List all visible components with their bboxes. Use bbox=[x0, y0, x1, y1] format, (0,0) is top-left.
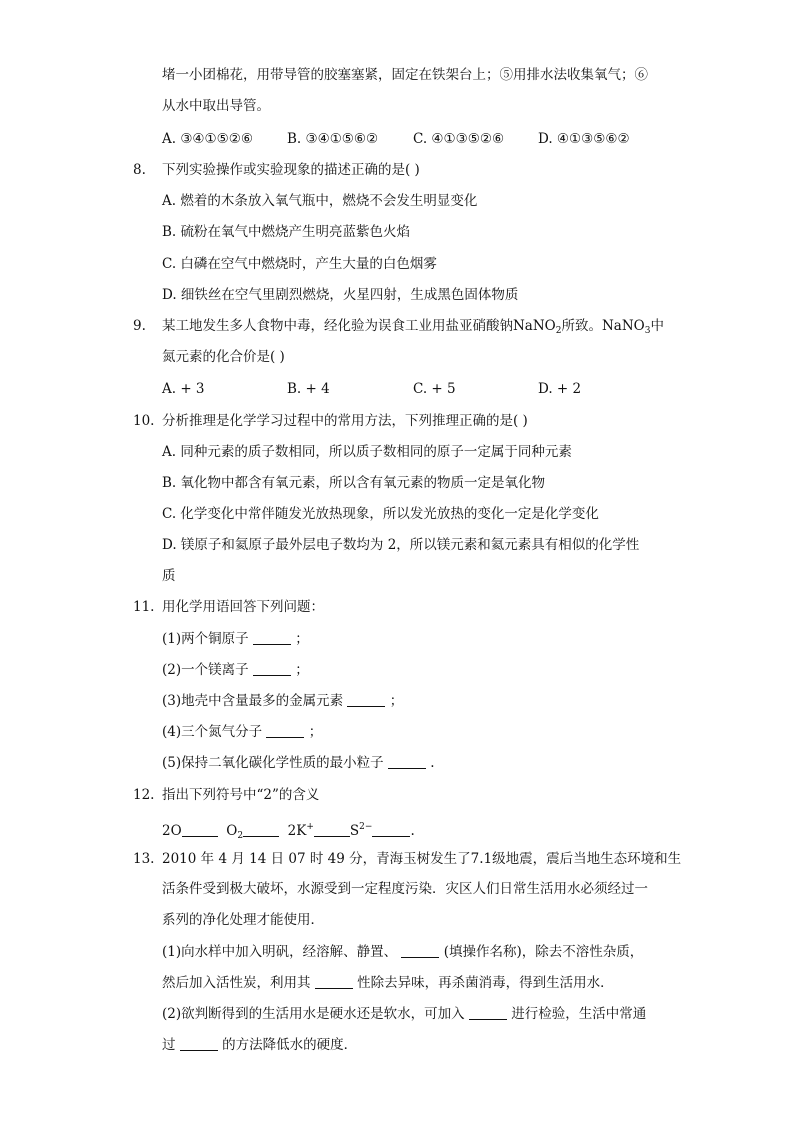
q11-item-5-end: . bbox=[430, 755, 435, 771]
answer-blank[interactable] bbox=[182, 822, 218, 837]
q8-option-d: D. 细铁丝在空气里剧烈燃烧，火星四射，生成黑色固体物质 bbox=[162, 287, 519, 303]
q13-part-1-text-d: 性除去异味，再杀菌消毒，得到生活用水． bbox=[357, 975, 614, 991]
q13-part-1-text-c: 然后加入活性炭，利用其 bbox=[162, 975, 311, 991]
q13-part-1-text-b: (填操作名称)，除去不溶性杂质， bbox=[443, 944, 644, 960]
q7-option-a: A. ③④①⑤②⑥ bbox=[162, 131, 253, 147]
answer-blank[interactable] bbox=[401, 943, 439, 958]
q10-option-c: C. 化学变化中常伴随发光放热现象，所以发光放热的变化一定是化学变化 bbox=[162, 506, 599, 522]
q7-option-d: D. ④①③⑤⑥② bbox=[538, 131, 630, 147]
answer-blank[interactable] bbox=[253, 661, 291, 676]
q13-part-1-line-1 bbox=[162, 943, 643, 961]
q7-text-line-1: 堵一小团棉花，用带导管的胶塞塞紧，固定在铁架台上；⑤用排水法收集氧气；⑥ bbox=[162, 67, 648, 83]
q11-item-2-end: ； bbox=[295, 662, 309, 678]
answer-blank[interactable] bbox=[266, 723, 304, 738]
q9-stem-sub-2: 3 bbox=[644, 326, 651, 336]
q11-item-1-label: (1)两个铜原子 bbox=[162, 631, 249, 647]
answer-blank[interactable] bbox=[347, 692, 385, 707]
q11-item-2 bbox=[162, 661, 309, 679]
q13-line-2: 活条件受到极大破坏，水源受到一定程度污染．灾区人们日常生活用水必须经过一 bbox=[162, 881, 648, 897]
answer-blank[interactable] bbox=[388, 754, 426, 769]
q10-option-d: D. 镁原子和氦原子最外层电子数均为 2，所以镁元素和氦元素具有相似的化学性 bbox=[162, 537, 640, 553]
q7-option-b: B. ③④①⑤⑥② bbox=[287, 131, 379, 147]
q11-stem: 用化学用语回答下列问题： bbox=[162, 599, 324, 615]
q10-number: 10. bbox=[133, 413, 155, 429]
q12-symbol-s-sup: 2− bbox=[359, 822, 373, 832]
answer-blank[interactable] bbox=[243, 822, 279, 837]
q11-item-1-end: ； bbox=[295, 631, 309, 647]
q12-symbol-2k-sup: + bbox=[306, 822, 314, 832]
q11-item-4-end: ； bbox=[308, 724, 323, 740]
q11-item-3 bbox=[162, 692, 403, 710]
answer-blank[interactable] bbox=[180, 1036, 218, 1051]
q8-option-a: A. 燃着的木条放入氧气瓶中，燃烧不会发生明显变化 bbox=[162, 193, 478, 209]
q10-option-d-continued: 质 bbox=[162, 568, 176, 584]
q9-stem-part-c: 中 bbox=[650, 318, 664, 334]
q11-item-3-label: (3)地壳中含量最多的金属元素 bbox=[162, 693, 344, 709]
answer-blank[interactable] bbox=[253, 630, 291, 645]
q9-option-b: B. + 4 bbox=[287, 381, 330, 397]
q12-symbol-2o: 2O bbox=[162, 823, 182, 839]
q9-option-d: D. + 2 bbox=[538, 381, 582, 397]
q12-stem: 指出下列符号中“2”的含义 bbox=[162, 787, 320, 803]
q13-number: 13. bbox=[133, 851, 155, 867]
q10-stem: 分析推理是化学学习过程中的常用方法，下列推理正确的是( ) bbox=[162, 413, 528, 429]
q11-item-2-label: (2)一个镁离子 bbox=[162, 662, 249, 678]
q8-stem: 下列实验操作或实验现象的描述正确的是( ) bbox=[162, 162, 420, 178]
q13-part-2-line-1 bbox=[162, 1005, 646, 1023]
q9-stem-part-b: 所致。NaNO bbox=[561, 318, 645, 334]
q12-symbol-2k: 2K bbox=[287, 823, 307, 839]
q9-stem-line-2: 氮元素的化合价是( ) bbox=[162, 349, 285, 365]
q8-option-c: C. 白磷在空气中燃烧时，产生大量的白色烟雾 bbox=[162, 256, 437, 272]
q11-item-5-label: (5)保持二氧化碳化学性质的最小粒子 bbox=[162, 755, 384, 771]
answer-blank[interactable] bbox=[469, 1005, 507, 1020]
q13-line-1: 2010 年 4 月 14 日 07 时 49 分，青海玉树发生了7.1级地震，震后当地生态环境和生 bbox=[162, 851, 682, 867]
q12-symbols bbox=[162, 818, 415, 845]
q9-stem-part-a: 某工地发生多人食物中毒，经化验为误食工业用盐亚硝酸钠NaNO bbox=[162, 318, 556, 334]
q8-option-b: B. 硫粉在氧气中燃烧产生明亮蓝紫色火焰 bbox=[162, 224, 411, 240]
q10-option-b: B. 氧化物中都含有氧元素，所以含有氧元素的物质一定是氧化物 bbox=[162, 475, 546, 491]
q8-number: 8. bbox=[133, 162, 146, 178]
q12-number: 12. bbox=[133, 787, 155, 803]
q13-part-2-text-c: 过 bbox=[162, 1037, 176, 1053]
q13-part-1-text-a: (1)向水样中加入明矾，经溶解、静置、 bbox=[162, 944, 398, 960]
q13-part-2-text-d: 的方法降低水的硬度． bbox=[222, 1037, 358, 1053]
answer-blank[interactable] bbox=[314, 822, 350, 837]
q11-item-1 bbox=[162, 630, 309, 648]
q9-option-a: A. + 3 bbox=[162, 381, 205, 397]
q7-text-line-2: 从水中取出导管。 bbox=[162, 98, 270, 114]
q13-part-1-line-2 bbox=[162, 974, 614, 992]
q13-line-3: 系列的净化处理才能使用． bbox=[162, 912, 324, 928]
q12-symbol-o2-sub: 2 bbox=[237, 831, 244, 841]
q12-symbol-s: S bbox=[349, 823, 360, 839]
q12-symbol-o2: O bbox=[226, 823, 238, 839]
q11-item-4-label: (4)三个氮气分子 bbox=[162, 724, 263, 740]
q13-part-2-line-2 bbox=[162, 1036, 357, 1054]
q10-option-a: A. 同种元素的质子数相同，所以质子数相同的原子一定属于同种元素 bbox=[162, 444, 572, 460]
q9-stem-sub-1: 2 bbox=[555, 326, 562, 336]
q11-item-3-end: ； bbox=[389, 693, 404, 709]
q11-item-5 bbox=[162, 754, 435, 772]
q9-option-c: C. + 5 bbox=[413, 381, 456, 397]
q13-part-2-text-b: 进行检验，生活中常通 bbox=[511, 1006, 647, 1022]
q9-number: 9. bbox=[133, 318, 146, 334]
q7-option-c: C. ④①③⑤②⑥ bbox=[413, 131, 505, 147]
answer-blank[interactable] bbox=[372, 822, 410, 837]
q12-end: . bbox=[410, 823, 415, 839]
q13-part-2-text-a: (2)欲判断得到的生活用水是硬水还是软水，可加入 bbox=[162, 1006, 465, 1022]
q9-stem-line-1 bbox=[162, 317, 664, 340]
answer-blank[interactable] bbox=[315, 974, 353, 989]
q11-number: 11. bbox=[133, 599, 155, 615]
q11-item-4 bbox=[162, 723, 322, 741]
